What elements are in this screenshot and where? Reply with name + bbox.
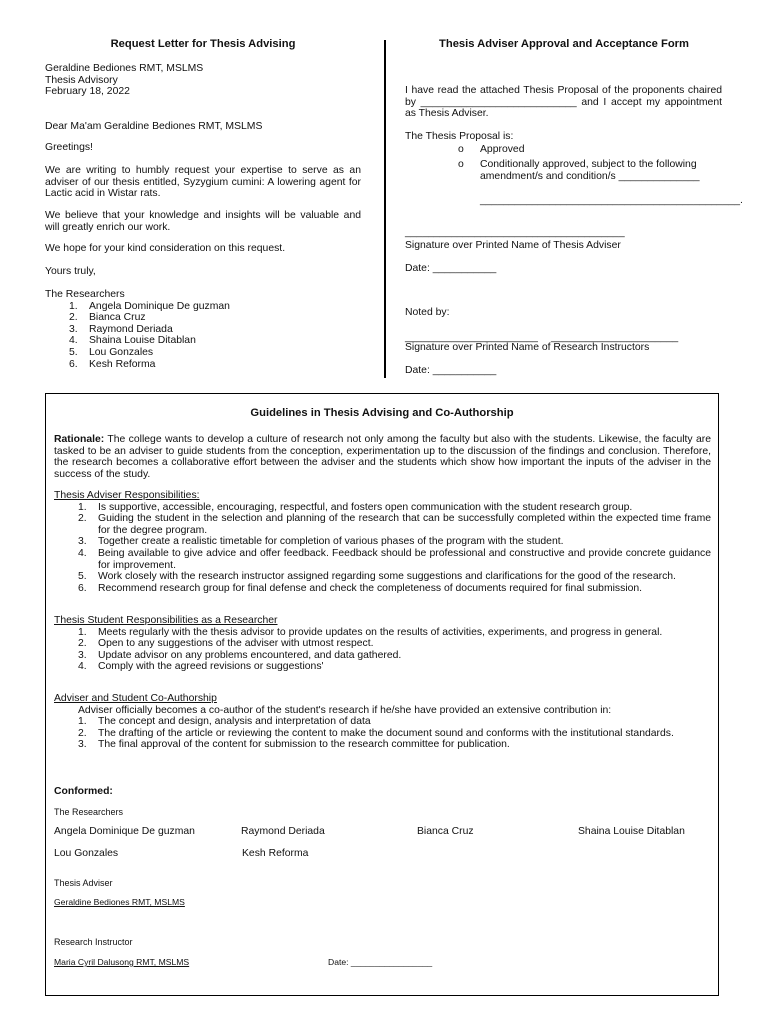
signatory-name: Raymond Deriada	[241, 826, 325, 837]
list-item: 1. Meets regularly with the thesis advisor to provide updates on the results of activities, experiments, and progress in general.	[78, 626, 663, 638]
conformed-researchers-label: The Researchers	[54, 807, 124, 817]
adviser-signature-line: ______________________________________	[405, 227, 625, 238]
proposal-label: The Thesis Proposal is:	[405, 131, 514, 142]
list-item: 4. Shaina Louise Ditablan	[69, 335, 196, 347]
rationale-label: Rationale:	[54, 434, 105, 445]
adviser-date: Date: ___________	[405, 263, 497, 274]
list-item: 3. The final approval of the content for submission to the research committee for publication.	[78, 739, 510, 751]
letter-paragraph-3: We hope for your kind consideration on this request.	[45, 243, 286, 254]
instructor-signature-line-2: ______________________	[551, 332, 679, 343]
list-item: 5. Lou Gonzales	[69, 346, 154, 358]
letter-date: February 18, 2022	[45, 86, 130, 98]
adviser-responsibilities-list	[54, 502, 711, 595]
noted-by: Noted by:	[405, 307, 450, 318]
sender-name: Geraldine Bediones RMT, MSLMS	[45, 63, 204, 74]
letter-title: Request Letter for Thesis Advising	[110, 38, 296, 50]
letter-paragraph-2: We believe that your knowledge and insights will be valuable and will greatly enrich our work.	[45, 210, 361, 233]
researchers-list	[45, 301, 365, 371]
co-authorship	[54, 693, 711, 751]
guidelines-title: Guidelines in Thesis Advising and Co-Authorship	[250, 407, 514, 419]
list-item: 1. Is supportive, accessible, encouraging, respectful, and fosters open communication with the student research group.	[78, 501, 633, 513]
signatory-name: Shaina Louise Ditablan	[578, 826, 685, 837]
list-item: 5. Work closely with the research instructor assigned regarding some suggestions and clarifications for the good of the research.	[78, 571, 676, 583]
instructor-signature-label: Signature over Printed Name of Research Instructors	[405, 342, 650, 353]
rationale-text: The college wants to develop a culture of research not only among the faculty but also with the students. Likewise, the faculty are tasked to be an adviser to guide students from the conception, experimentation up to the discussion of the findings and conclusion. Therefore, the research becomes a collaborative effort between the adviser and the students which show how important the inputs of the adviser in the success of the study.	[54, 434, 711, 480]
list-item: 6. Recommend research group for final defense and check the completeness of documents required for final submission.	[78, 582, 643, 594]
list-item: 1. The concept and design, analysis and interpretation of data	[78, 716, 371, 728]
letter-paragraph-1: We are writing to humbly request your expertise to serve as an adviser of our thesis entitled, Syzygium cumini: A lowering agent for Lactic acid in Wistar rats.	[45, 165, 361, 200]
instructor-date-field: Date: _________________	[328, 957, 433, 967]
researchers-block	[45, 289, 365, 370]
rationale	[54, 434, 711, 480]
list-item: 6. Kesh Reforma	[69, 358, 156, 370]
conformed-label: Conformed:	[54, 786, 113, 797]
instructor-date: Date: ___________	[405, 365, 497, 376]
adviser-responsibilities	[54, 490, 711, 594]
option-approved-bullet: o	[458, 144, 464, 155]
student-responsibilities	[54, 615, 711, 673]
list-item: 3. Raymond Deriada	[69, 323, 173, 335]
sender-block	[45, 63, 365, 98]
instructor-signature-line-1: _______________________	[405, 332, 538, 343]
research-instructor-name: Maria Cyril Dalusong RMT, MSLMS	[54, 957, 190, 967]
list-item: 4. Comply with the agreed revisions or suggestions'	[78, 661, 324, 673]
sender-office: Thesis Advisory	[45, 74, 118, 86]
condition-line: _____________________________________________.	[480, 195, 743, 206]
adviser-signature-label: Signature over Printed Name of Thesis Adviser	[405, 240, 621, 251]
acceptance-statement: I have read the attached Thesis Proposal of the proponents chaired by ___________________________ and I accept my appointment as Thesis Adviser.	[405, 85, 722, 120]
signatory-name: Bianca Cruz	[417, 826, 474, 837]
list-item: 2. The drafting of the article or reviewing the content to make the document sound and conforms with the institutional standards.	[78, 727, 674, 739]
list-item: 4. Being available to give advice and offer feedback. Feedback should be professional and constructive and provide concrete guidance for improvement.	[78, 547, 711, 571]
form-title: Thesis Adviser Approval and Acceptance Form	[439, 38, 689, 50]
student-responsibilities-list	[54, 627, 711, 673]
thesis-adviser-name: Geraldine Bediones RMT, MSLMS	[54, 897, 185, 907]
closing: Yours truly,	[45, 266, 96, 277]
co-authorship-intro: Adviser officially becomes a co-author of the student's research if he/she have provided an extensive contribution in:	[78, 704, 612, 716]
option-conditional: Conditionally approved, subject to the following amendment/s and condition/s ______________	[480, 159, 700, 182]
adviser-responsibilities-heading: Thesis Adviser Responsibilities:	[54, 490, 200, 501]
student-responsibilities-heading: Thesis Student Responsibilities as a Researcher	[54, 615, 278, 626]
list-item: 2. Bianca Cruz	[69, 312, 146, 324]
research-instructor-label: Research Instructor	[54, 937, 133, 947]
list-item: 3. Update advisor on any problems encountered, and data gathered.	[78, 649, 402, 661]
list-item: 2. Guiding the student in the selection and planning of the research that can be successfully completed within the expected time frame for the degree program.	[78, 513, 711, 536]
option-approved: Approved	[480, 144, 525, 155]
co-authorship-list	[54, 716, 711, 751]
co-authorship-heading: Adviser and Student Co-Authorship	[54, 693, 217, 704]
salutation: Dear Ma'am Geraldine Bediones RMT, MSLMS	[45, 121, 263, 132]
list-item: 3. Together create a realistic timetable for completion of various phases of the program with the student.	[78, 536, 564, 548]
signatory-name: Kesh Reforma	[242, 848, 309, 859]
list-item: 1. Angela Dominique De guzman	[69, 300, 230, 312]
column-divider	[384, 40, 386, 378]
signatory-name: Angela Dominique De guzman	[54, 826, 195, 837]
thesis-adviser-label: Thesis Adviser	[54, 878, 113, 888]
list-item: 2. Open to any suggestions of the adviser with utmost respect.	[78, 638, 374, 650]
greeting: Greetings!	[45, 142, 93, 153]
option-conditional-bullet: o	[458, 159, 464, 170]
signatory-name: Lou Gonzales	[54, 848, 119, 859]
researchers-label: The Researchers	[45, 289, 125, 300]
